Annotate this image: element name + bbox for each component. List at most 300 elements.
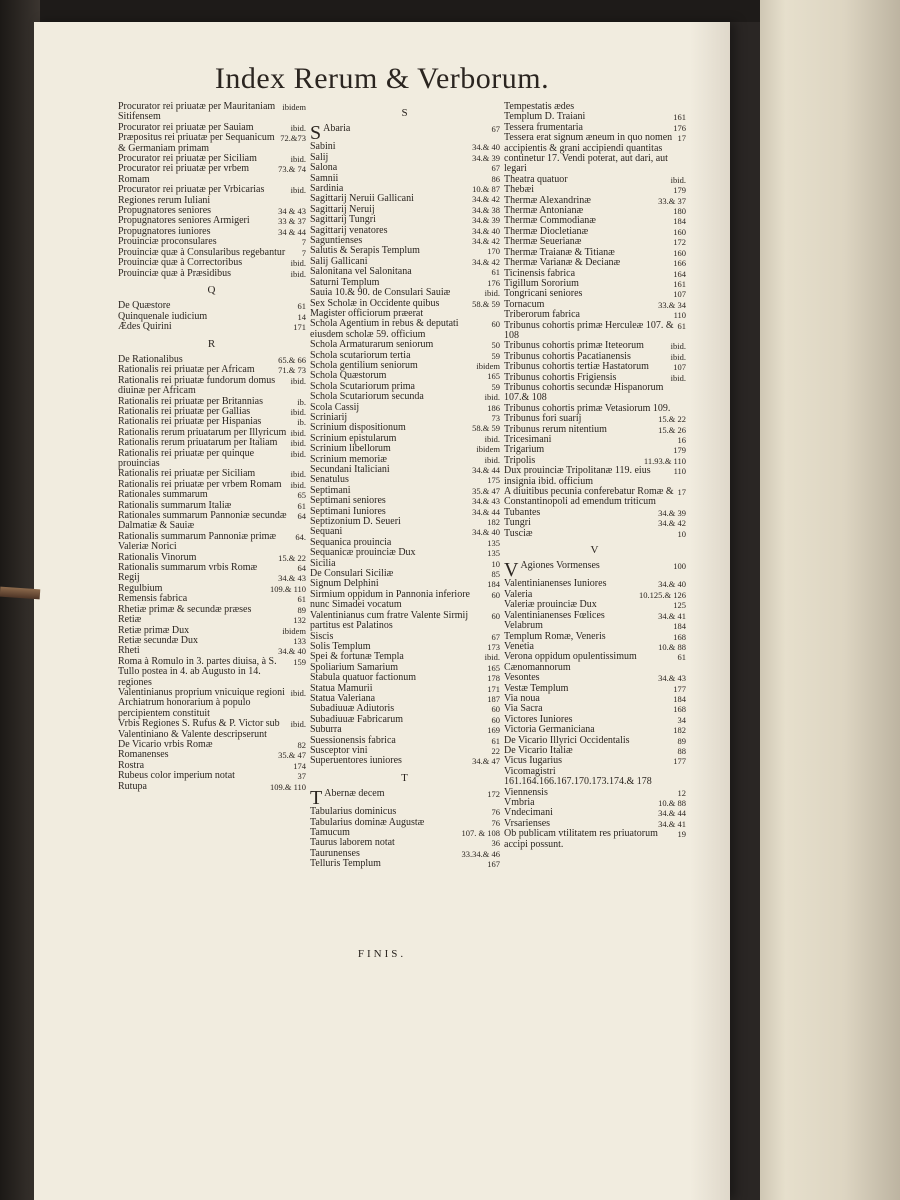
entry-page-ref: 125 [673, 600, 686, 611]
entry-page-ref: ibid. [484, 652, 500, 663]
entry-page-ref: 165 [487, 371, 500, 382]
entry-label: Præpositus rei priuatæ per Sequanicum & Germaniam primam [118, 132, 275, 154]
entry-label: Templum Romæ, Veneris [504, 630, 606, 642]
entry-label: Rationalis rei priuatæ per Africam [118, 364, 255, 376]
entry-label: Statua Valeriana [310, 692, 376, 704]
entry-text [310, 142, 472, 152]
index-entry [310, 548, 500, 558]
entry-label: Sequanicæ prouinciæ Dux [310, 547, 416, 559]
entry-page-ref: 182 [673, 725, 686, 736]
entry-label: Valentinianenses Fœlices [504, 609, 605, 621]
entry-page-ref: ibid. [290, 406, 306, 417]
entry-label: Taurunenses [310, 847, 360, 859]
finis-label: FINIS. [357, 948, 407, 960]
entry-text [504, 829, 678, 850]
entry-label: Propugnatores seniores [118, 205, 212, 217]
entry-label: Vrsarienses [504, 817, 551, 829]
entry-label: Valentinianus cum fratre Valente Sirmij partitus est Palatinos [310, 609, 469, 632]
entry-label: Salutis & Serapis Templum [310, 245, 420, 257]
entry-label: Salonitana vel Salonitana [310, 266, 412, 278]
index-column-3 [504, 102, 686, 850]
section-letter: V [590, 544, 600, 557]
entry-label: Rationales summarum [118, 489, 208, 501]
entry-page-ref: 33.& 37 [658, 195, 686, 206]
entry-page-ref: 165 [487, 662, 500, 673]
entry-label: Schola Scutariorum prima [310, 380, 415, 392]
entry-page-ref: 61 [297, 301, 306, 312]
entry-label: De Vicario vrbis Romæ [118, 738, 213, 750]
entry-label: Septimani seniores [310, 495, 386, 507]
entry-label: Subadiuuæ Fabricarum [310, 713, 404, 725]
entry-page-ref: ibid. [290, 185, 306, 196]
entry-page-ref: 64 [297, 563, 306, 574]
page-gutter-shadow [690, 22, 730, 1200]
entry-text [118, 164, 278, 185]
entry-page-ref: 107. & 108 [461, 828, 500, 838]
entry-page-ref: 71.& 73 [278, 365, 306, 376]
entry-label: Senatulus [310, 474, 349, 486]
entry-page-ref: 10.& 87 [472, 184, 500, 195]
entry-label: Trigarium [504, 444, 545, 456]
entry-label: Verona oppidum opulentissimum Cænomannorum [504, 651, 637, 673]
entry-page-ref: 184 [673, 693, 686, 704]
entry-label: Septimani Iuniores [310, 505, 386, 517]
entry-label: Valeriæ prouinciæ Dux [504, 599, 597, 611]
entry-page-ref: 7 [301, 247, 306, 258]
entry-text [118, 605, 298, 615]
entry-label: Ob publicam vtilitatem res priuatorum accipi possunt. [504, 828, 658, 850]
index-entry [118, 102, 306, 123]
entry-page-ref: 76 [491, 817, 500, 828]
entry-label: Septizonium D. Seueri [310, 516, 401, 528]
entry-page-ref: 34.& 39 [472, 152, 500, 163]
index-entry [504, 466, 686, 487]
entry-label: Rationalis rei priuatæ per quinque prouincias [118, 447, 255, 469]
entry-text [118, 376, 291, 397]
index-entry [118, 657, 306, 688]
entry-label: Vrbis Regiones S. Rufus & P. Victor sub Valentiniano & Valente descripserunt [118, 718, 280, 740]
entry-label: Tubantes [504, 506, 541, 518]
entry-page-ref: 10.125.& 126 [639, 589, 686, 600]
entry-page-ref: 170 [487, 246, 500, 257]
entry-label: Romanenses [118, 749, 169, 761]
entry-page-ref: 61 [297, 500, 306, 511]
entry-label: Suburra [310, 724, 342, 736]
index-entry [504, 829, 686, 850]
entry-label: Retiæ primæ Dux [118, 624, 190, 636]
entry-text [504, 529, 678, 539]
entry-text [118, 133, 280, 154]
entry-label: Vndecimani [504, 807, 553, 819]
entry-label: Quinquenale iudicium [118, 310, 208, 322]
entry-page-ref: 89 [297, 604, 306, 615]
entry-page-ref: 64. [295, 531, 306, 542]
entry-page-ref: 34.& 44 [472, 465, 500, 475]
entry-page-ref: 160 [673, 247, 686, 258]
entry-page-ref: 88 [677, 745, 686, 756]
index-entry [310, 299, 500, 320]
entry-label: Vicomagistri 161.164.166.167.170.173.174.& 178 [504, 765, 652, 788]
index-entry [310, 163, 500, 173]
entry-text [310, 548, 487, 558]
entry-page-ref: 22 [491, 745, 500, 756]
entry-page-ref: 15.& 22 [658, 414, 686, 425]
entry-label: Rationalis summarum Italiæ [118, 499, 232, 511]
entry-page-ref: 14 [297, 311, 306, 322]
entry-label: Tabularius dominicus [310, 806, 397, 818]
entry-page-ref: ibid. [290, 122, 306, 133]
entry-label: Regij [118, 572, 140, 584]
entry-page-ref: 184 [487, 579, 500, 590]
entry-label: Suessionensis fabrica [310, 734, 396, 746]
entry-label: Schola Scutariorum secunda [310, 391, 424, 403]
entry-label: Prouinciæ quæ à Consularibus regebantur [118, 246, 286, 258]
entry-label: Ticinensis fabrica [504, 267, 576, 279]
entry-page-ref: 100 [673, 561, 686, 572]
entry-label: Solis Templum [310, 640, 371, 652]
entry-label: Tessera erat signum æneum in quo nomen accipientis & grani accipiendi quantitas continetur 17. Vendi poterat, aut dari, aut legari [504, 132, 673, 175]
entry-page-ref: 65 [297, 490, 306, 501]
entry-page-ref: 168 [673, 704, 686, 715]
index-entry [310, 319, 500, 340]
entry-text [118, 688, 291, 719]
entry-page-ref: 34.& 41 [658, 818, 686, 829]
entry-label: Rationalis rei priuatæ per Britannias [118, 395, 263, 407]
entry-label: Propugnatores iuniores [118, 225, 211, 237]
entry-label: Ædes Quirini [118, 321, 172, 333]
entry-text [310, 756, 472, 766]
entry-page-ref: 135 [487, 537, 500, 548]
entry-page-ref: 159 [293, 656, 306, 667]
entry-page-ref: 161 [673, 278, 686, 289]
entry-label: De Quæstore [118, 300, 171, 312]
entry-label: Tricesimani [504, 434, 552, 445]
index-entry [504, 652, 686, 673]
index-entry [504, 767, 686, 788]
entry-label: Thermæ Varianæ & Decianæ [504, 257, 621, 269]
entry-text [504, 487, 678, 508]
entry-page-ref: 109.& 110 [269, 781, 306, 792]
entry-page-ref: ibid. [290, 375, 306, 386]
entry-label: Scrinium epistularum [310, 432, 397, 444]
entry-page-ref: 172 [673, 237, 686, 248]
entry-page-ref: 15.& 26 [658, 424, 686, 435]
index-column-1 [118, 102, 306, 792]
entry-label: Schola Armaturarum seniorum [310, 339, 434, 351]
entry-label: Tribunus cohortis secundæ Hispanorum 107.& 108 [504, 381, 664, 404]
entry-label: Tusciæ [504, 527, 533, 539]
index-entry [310, 142, 500, 152]
drop-initial: S [310, 122, 322, 145]
entry-label: Rationalis rei priuatæ per Gallias [118, 405, 251, 417]
entry-label: Scrinium libellorum [310, 443, 391, 455]
entry-page-ref: 173 [487, 641, 500, 652]
index-entry [504, 133, 686, 175]
entry-label: Victoria Germaniciana [504, 724, 595, 736]
entry-label: Spoliarium Samarium [310, 661, 399, 673]
entry-label: Scrinium memoriæ [310, 453, 387, 465]
entry-page-ref: 135 [487, 548, 500, 559]
entry-label: Rationalis summarum Pannoniæ primæ Valeriæ Norici [118, 530, 277, 553]
entry-label: Abernæ decem [324, 788, 385, 800]
entry-label: Thermæ Commodianæ [504, 215, 596, 227]
entry-label: Viennensis [504, 786, 548, 798]
entry-page-ref: 10.& 88 [658, 641, 686, 652]
entry-label: Rationalis rei priuatæ per Siciliam [118, 468, 256, 480]
drop-initial: V [504, 559, 519, 582]
entry-page-ref: 187 [487, 693, 500, 704]
entry-label: Sauia 10.& 90. de Consulari Sauiæ [310, 287, 451, 299]
index-entry [118, 376, 306, 397]
entry-label: De Vicario Italiæ [504, 744, 573, 756]
entry-page-ref: 34.& 40 [472, 225, 500, 236]
entry-label: Prouinciæ quæ à Correctoribus [118, 257, 243, 269]
entry-page-ref: ibidem [476, 360, 500, 371]
entry-page-ref: 34.& 42 [472, 256, 500, 267]
entry-page-ref: 107 [673, 362, 686, 373]
entry-label: Schola Agentium in rebus & deputati eiusdem scholæ 59. officium [310, 318, 459, 340]
entry-label: Tribunus cohortis primæ Iteteorum [504, 340, 644, 352]
entry-label: Sequani [310, 526, 343, 538]
section-letter: R [207, 337, 217, 350]
index-entry [118, 636, 306, 646]
entry-text [310, 590, 492, 611]
entry-page-ref: 34.& 47 [472, 756, 500, 767]
entry-page-ref: 34.& 43 [472, 496, 500, 507]
entry-page-ref: 76 [491, 807, 500, 818]
entry-label: Tungri [504, 517, 531, 529]
entry-text [118, 636, 293, 646]
index-entry [118, 511, 306, 532]
entry-label: Rutupa [118, 780, 147, 792]
index-entry [310, 859, 500, 869]
entry-page-ref: 109.& 110 [269, 583, 306, 594]
entry-label: Vicus Iugarius [504, 755, 562, 767]
entry-page-ref: ibid. [290, 427, 306, 438]
entry-page-ref: ibid. [670, 372, 686, 383]
entry-label: Thermæ Traianæ & Titianæ [504, 246, 615, 258]
entry-page-ref: 34.& 42 [472, 194, 500, 205]
entry-label: Tessera frumentaria [504, 121, 583, 133]
entry-label: Salij Gallicani [310, 255, 368, 267]
entry-label: Dux prouinciæ Tripolitanæ 119. eius insignia ibid. officium [504, 465, 651, 487]
entry-text [504, 133, 678, 175]
entry-label: Scrinium dispositionum [310, 422, 406, 434]
entry-label: Schola scutariorum tertia [310, 349, 411, 361]
entry-page-ref: 60 [491, 319, 500, 330]
entry-label: Rationalis rerum priuatarum per Illyricum [118, 426, 287, 438]
entry-label: Susceptor vini [310, 744, 368, 756]
entry-page-ref: 33 & 37 [278, 216, 306, 227]
entry-page-ref: 34 & 44 [278, 226, 306, 237]
entry-label: Septimani [310, 484, 351, 496]
entry-page-ref: ibid. [670, 351, 686, 362]
entry-page-ref: 167 [487, 859, 500, 870]
entry-page-ref: 169 [487, 725, 500, 736]
entry-label: Sirmium oppidum in Pannonia inferiore nunc Simadei vocatum [310, 588, 470, 611]
entry-page-ref: ibid. [484, 433, 500, 444]
entry-page-ref: 164 [673, 268, 686, 279]
entry-page-ref: ibid. [670, 174, 686, 185]
entry-page-ref: ibid. [290, 719, 306, 730]
entry-text [118, 449, 291, 470]
entry-label: Tabularius dominæ Augustæ [310, 816, 425, 828]
entry-label: Sequanica prouincia [310, 536, 392, 548]
entry-page-ref: 61 [677, 320, 686, 331]
entry-page-ref: 174 [293, 760, 306, 771]
entry-label: Tribunus cohortis tertiæ Hastatorum [504, 361, 649, 373]
entry-label: Sex Scholæ in Occidente quibus Magister officiorum præerat [310, 297, 440, 319]
entry-page-ref: 34.& 42 [658, 518, 686, 529]
entry-label: Signum Delphini [310, 578, 379, 590]
entry-label: Rationalis rei priuatæ fundorum domus diuinæ per Africam [118, 374, 276, 397]
entry-page-ref: 67 [491, 124, 500, 135]
entry-page-ref: 15.& 22 [278, 552, 306, 563]
entry-page-ref: 10.& 88 [658, 798, 686, 808]
entry-label: Remensis fabrica [118, 593, 188, 605]
entry-label: Tribunus cohortis Pacatianensis [504, 350, 631, 362]
entry-label: Sagittarij Tungri [310, 214, 376, 226]
entry-label: Salona [310, 162, 338, 174]
entry-text [118, 269, 291, 279]
entry-label: Via noua [504, 692, 540, 704]
entry-label: Tripolis [504, 454, 536, 466]
entry-page-ref: 73.& 74 [278, 164, 306, 175]
entry-page-ref: 60 [491, 704, 500, 715]
entry-page-ref: 34.& 38 [472, 204, 500, 215]
entry-page-ref: 60 [491, 714, 500, 725]
entry-page-ref: ibid. [484, 288, 500, 299]
entry-page-ref: ibid. [290, 448, 306, 459]
entry-page-ref: 86 [491, 173, 500, 184]
entry-page-ref: 132 [293, 615, 306, 626]
entry-label: Saguntienses [310, 235, 363, 247]
entry-text [118, 511, 298, 532]
entry-page-ref: 160 [673, 226, 686, 237]
entry-label: Valentinianus proprium vnicuique regioni Archiatrum honorarium à populo percipientem constituit [118, 686, 285, 719]
entry-label: Triberorum fabrica [504, 309, 580, 321]
entry-page-ref: 60 [491, 610, 500, 621]
entry-label: Prouinciæ proconsulares [118, 236, 217, 248]
entry-label: Vesontes [504, 672, 540, 684]
entry-page-ref: 58.& 59 [472, 298, 500, 309]
entry-page-ref: 34.& 40 [472, 142, 500, 153]
index-entry [118, 688, 306, 719]
entry-label: Spei & fortunæ Templa [310, 651, 404, 663]
entry-page-ref: 33.& 34 [658, 299, 686, 310]
entry-page-ref: 37 [297, 771, 306, 782]
index-entry [504, 487, 686, 508]
entry-page-ref: 34 & 43 [278, 206, 306, 217]
entry-label: Rationalis rei priuatæ per Hispanias [118, 416, 262, 428]
entry-page-ref: 34 [677, 714, 686, 725]
index-entry [310, 153, 500, 163]
entry-page-ref: ibid. [290, 438, 306, 449]
entry-label: Tigillum Sororium [504, 277, 579, 289]
index-entry [504, 529, 686, 539]
entry-label: Sardinia [310, 183, 344, 195]
entry-label: Tornacum [504, 298, 545, 310]
entry-label: Procurator rei priuatæ per Vrbicarias Regiones rerum Iuliani [118, 184, 265, 206]
index-entry [504, 383, 686, 404]
entry-text [310, 859, 487, 869]
entry-text [504, 652, 678, 673]
entry-page-ref: 50 [491, 340, 500, 351]
index-entry [310, 611, 500, 632]
entry-label: Tribunus cohortis primæ Herculeæ 107. & 108 [504, 319, 674, 341]
entry-label: Salij [310, 151, 329, 163]
entry-label: Regulbium [118, 582, 163, 594]
entry-label: Tribunus fori suarij [504, 413, 582, 425]
entry-page-ref: 177 [673, 756, 686, 767]
entry-label: Telluris Templum [310, 858, 381, 870]
index-entry [118, 750, 306, 760]
entry-page-ref: 19 [677, 829, 686, 840]
entry-label: Thermæ Diocletianæ [504, 225, 589, 237]
entry-page-ref: ibid. [290, 687, 306, 698]
entry-page-ref: 36 [491, 838, 500, 849]
entry-page-ref: 16 [677, 435, 686, 445]
entry-page-ref: 34.& 44 [472, 506, 500, 517]
entry-label: Superuentores iuniores [310, 755, 402, 767]
entry-label: Sagittarij Neruii Gallicani [310, 193, 414, 205]
entry-label: Thermæ Alexandrinæ [504, 194, 591, 206]
entry-label: Scriniarij [310, 411, 348, 423]
index-entry [310, 590, 500, 611]
entry-label: Schola Quæstorum [310, 370, 387, 382]
entry-label: Propugnatores seniores Armigeri [118, 215, 250, 227]
entry-label: Procurator rei priuatæ per vrbem Romam [118, 163, 250, 185]
entry-page-ref: ibid. [484, 392, 500, 403]
entry-page-ref: 33.34.& 46 [461, 848, 500, 859]
index-entry [504, 559, 686, 582]
entry-page-ref: 17 [677, 487, 686, 498]
entry-page-ref: 184 [673, 216, 686, 227]
entry-page-ref: 182 [487, 517, 500, 528]
entry-page-ref: 67 [491, 163, 500, 174]
entry-page-ref: 35.& 47 [278, 750, 306, 761]
index-entry [118, 605, 306, 615]
entry-label: Saturni Templum [310, 276, 380, 288]
entry-text [310, 611, 492, 632]
entry-text [310, 787, 487, 810]
entry-page-ref: ibid. [484, 454, 500, 465]
entry-label: Tribunus rerum nitentium [504, 423, 607, 435]
entry-label: Retiæ secundæ Dux [118, 634, 198, 646]
entry-page-ref: 34.& 40 [658, 579, 686, 590]
entry-label: Rheti [118, 645, 140, 657]
entry-page-ref: 67 [491, 631, 500, 642]
index-entry [118, 185, 306, 206]
entry-page-ref: 34.& 44 [658, 808, 686, 819]
entry-label: Tribunus cohortis Frigiensis [504, 371, 617, 383]
entry-page-ref: 65.& 66 [278, 354, 306, 365]
entry-text [504, 383, 686, 404]
index-entry [310, 122, 500, 145]
entry-label: Venetia [504, 640, 534, 652]
index-entry [504, 321, 686, 342]
entry-page-ref: 89 [677, 735, 686, 746]
entry-label: Subadiuuæ Adiutoris [310, 703, 395, 715]
entry-page-ref: ibidem [476, 444, 500, 455]
index-entry [310, 756, 500, 766]
entry-label: Rostra [118, 759, 145, 771]
entry-page-ref: 59 [491, 350, 500, 361]
entry-page-ref: 171 [487, 683, 500, 694]
entry-page-ref: 10 [677, 528, 686, 539]
entry-page-ref: ibid. [290, 479, 306, 490]
entry-page-ref: 133 [293, 635, 306, 646]
